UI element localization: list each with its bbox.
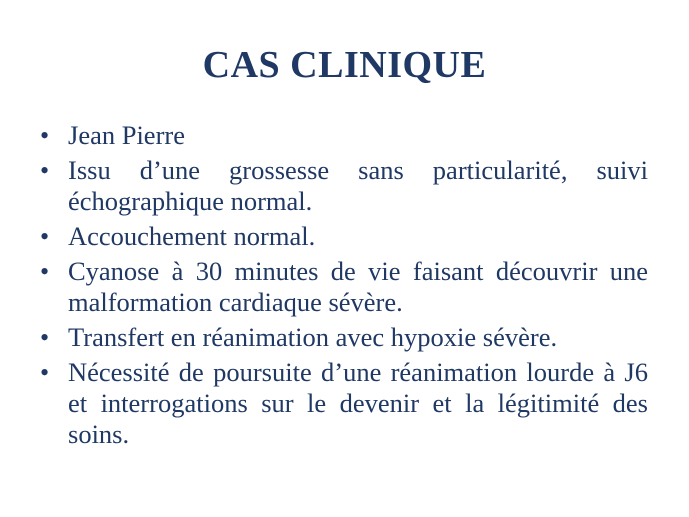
- bullet-item-cyanosis: [38, 256, 648, 318]
- bullet-icon: •: [40, 358, 50, 387]
- bullet-icon: •: [40, 257, 50, 286]
- bullet-text: Transfert en réanimation avec hypoxie sévère.: [68, 322, 558, 352]
- bullet-item-resuscitation: [38, 357, 648, 450]
- bullet-text: Issu d’une grossesse sans particularité, suivi échographique normal.: [68, 155, 648, 216]
- bullet-icon: •: [40, 222, 50, 251]
- bullet-item-delivery: [38, 221, 648, 252]
- bullet-icon: •: [40, 121, 50, 150]
- bullet-text: Nécessité de poursuite d’une réanimation lourde à J6 et interrogations sur le devenir et la légitimité des soins.: [68, 357, 648, 449]
- bullet-text: Cyanose à 30 minutes de vie faisant découvrir une malformation cardiaque sévère.: [68, 256, 648, 317]
- bullet-item-patient-name: [38, 120, 648, 151]
- slide-title: CAS CLINIQUE: [202, 44, 487, 86]
- bullet-item-pregnancy: [38, 155, 648, 217]
- bullet-icon: •: [40, 323, 50, 352]
- bullet-item-transfer: [38, 322, 648, 353]
- bullet-text: Jean Pierre: [68, 120, 185, 150]
- bullet-text: Accouchement normal.: [68, 221, 316, 251]
- bullet-icon: •: [40, 156, 50, 185]
- bullet-list: [38, 120, 648, 454]
